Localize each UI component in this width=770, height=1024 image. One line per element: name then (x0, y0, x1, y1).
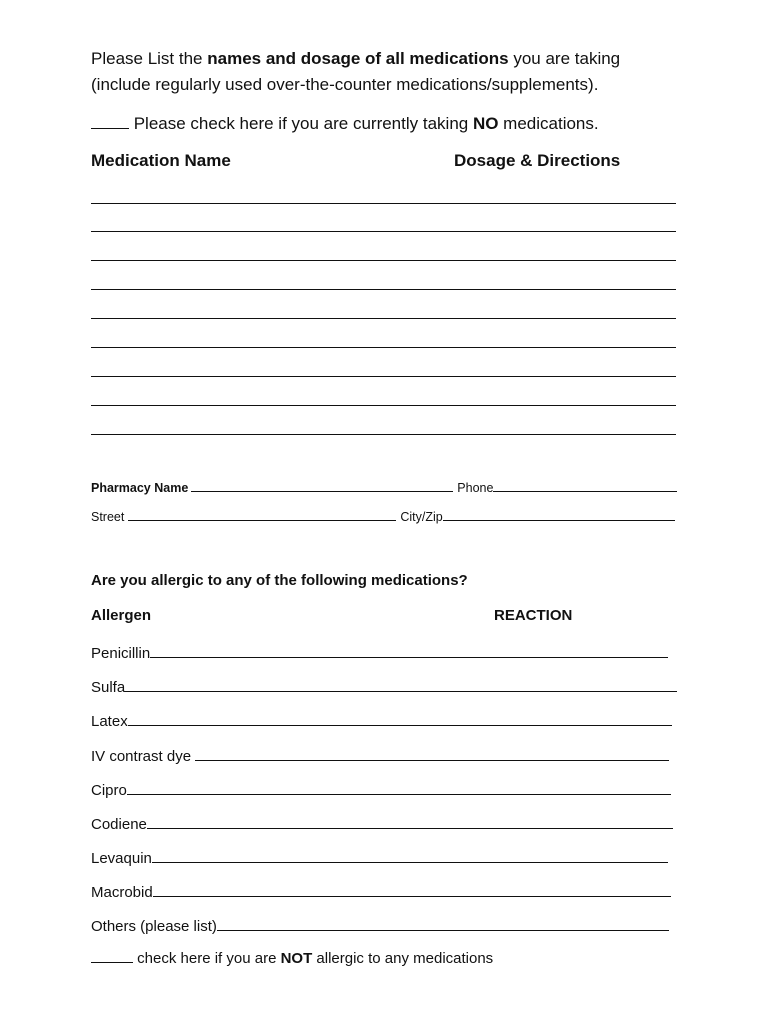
medication-entry-line[interactable] (91, 203, 676, 204)
dosage-directions-header: Dosage & Directions (454, 151, 621, 170)
medication-entry-line[interactable] (91, 376, 676, 377)
city-zip-field[interactable] (443, 508, 675, 521)
medication-entry-line[interactable] (91, 318, 676, 319)
macrobid-reaction-field[interactable] (153, 880, 671, 897)
allergen-row-cipro: Cipro (91, 778, 671, 799)
reaction-header: REACTION (494, 607, 573, 624)
no-allergy-checkbox-line: check here if you are NOT allergic to any medications (91, 948, 493, 967)
no-medications-check-blank[interactable] (91, 114, 129, 129)
medication-entry-line[interactable] (91, 231, 676, 232)
medication-name-header: Medication Name (91, 151, 231, 170)
cipro-reaction-field[interactable] (127, 778, 671, 795)
pharmacy-name-field[interactable] (191, 479, 453, 492)
no-allergy-check-blank[interactable] (91, 948, 133, 963)
allergen-row-macrobid: Macrobid (91, 880, 671, 901)
pharmacy-address-row: Street City/Zip (91, 508, 675, 524)
pharmacy-phone-field[interactable] (493, 479, 677, 492)
sulfa-reaction-field[interactable] (125, 675, 677, 692)
medication-entry-line[interactable] (91, 405, 676, 406)
allergen-row-iv-contrast: IV contrast dye (91, 744, 669, 765)
allergen-row-others: Others (please list) (91, 914, 669, 935)
no-medications-checkbox-line: Please check here if you are currently taking NO medications. (91, 114, 599, 134)
penicillin-reaction-field[interactable] (150, 641, 668, 658)
medication-entry-line[interactable] (91, 434, 676, 435)
allergen-row-codiene: Codiene (91, 812, 673, 833)
iv-contrast-reaction-field[interactable] (195, 744, 669, 761)
intro-line-2: (include regularly used over-the-counter medications/supplements). (91, 75, 599, 94)
levaquin-reaction-field[interactable] (152, 846, 668, 863)
allergen-header: Allergen (91, 607, 152, 624)
latex-reaction-field[interactable] (128, 709, 672, 726)
allergen-row-penicillin: Penicillin (91, 641, 668, 662)
allergy-question: Are you allergic to any of the following medications? (91, 572, 468, 589)
allergen-row-latex: Latex (91, 709, 672, 730)
pharmacy-row: Pharmacy Name Phone (91, 479, 677, 495)
medication-entry-line[interactable] (91, 347, 676, 348)
intro-line-1: Please List the names and dosage of all medications you are taking (91, 49, 621, 68)
medication-entry-line[interactable] (91, 260, 676, 261)
codiene-reaction-field[interactable] (147, 812, 673, 829)
allergen-row-sulfa: Sulfa (91, 675, 677, 696)
others-reaction-field[interactable] (217, 914, 669, 931)
street-field[interactable] (128, 508, 396, 521)
medication-entry-line[interactable] (91, 289, 676, 290)
allergen-row-levaquin: Levaquin (91, 846, 668, 867)
